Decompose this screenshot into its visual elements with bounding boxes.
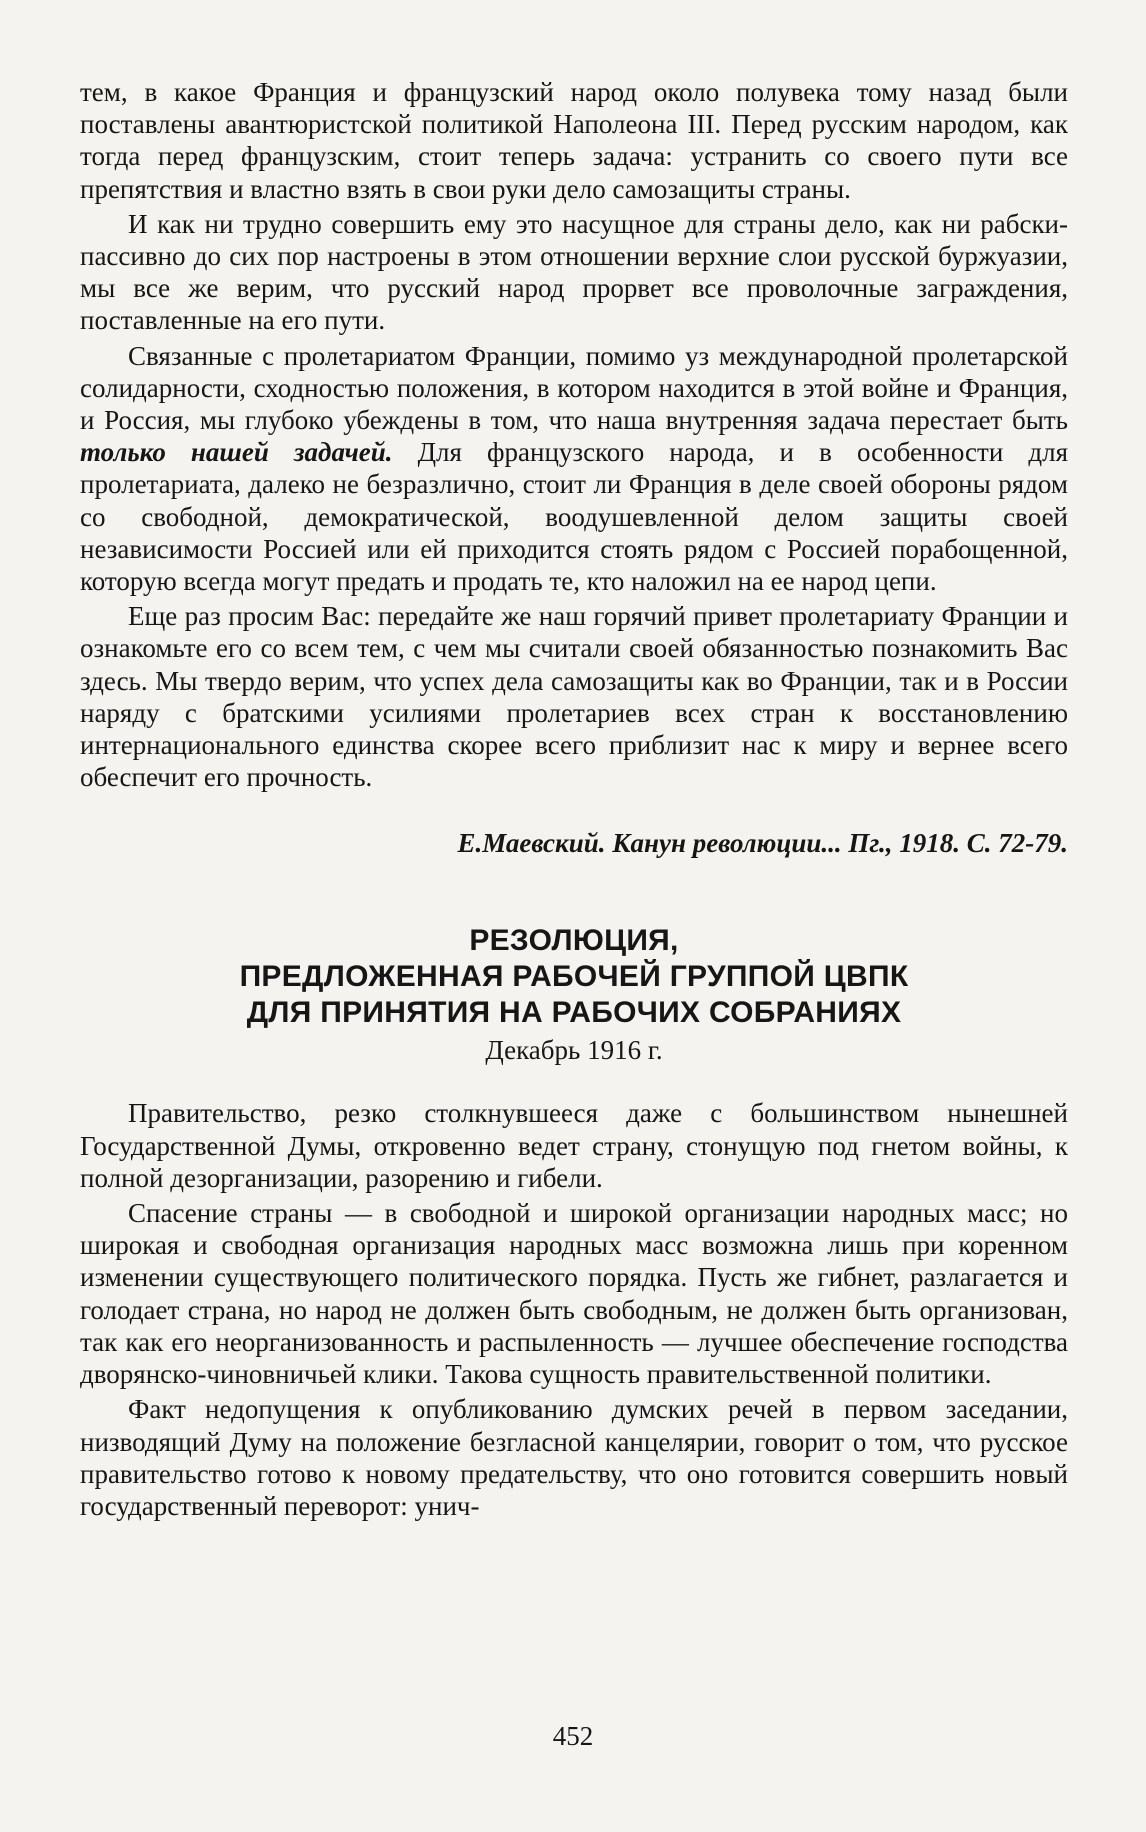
section-title-line-2: ПРЕДЛОЖЕННАЯ РАБОЧЕЙ ГРУППОЙ ЦВПК — [239, 960, 909, 994]
section-title-line-1: РЕЗОЛЮЦИЯ, — [469, 924, 679, 958]
resolution-paragraph-2: Спасение страны — в свободной и широкой организации народных масс; но широкая и свободная организация народных масс возможна лишь при коренном изменении существующего политического порядка. Пусть же гибнет, разлагается и голодает страна, но народ не должен быть свободным, не должен быть организован, так как его неорганизованность и распыленность — лучшее обеспечение господства дворянско-чиновничьей клики. Такова сущность правительственной политики. — [80, 1198, 1068, 1390]
resolution-paragraph-3: Факт недопущения к опубликованию думских речей в первом заседании, низводящий Думу на положение безгласной канцелярии, говорит о том, что русское правительство готово к новому предательству, что оно готовится совершить новый государственный переворот: унич- — [80, 1394, 1068, 1521]
page-number: 452 — [552, 1721, 594, 1751]
section-date: Декабрь 1916 г. — [485, 1035, 663, 1066]
paragraph-solidarity — [80, 340, 1068, 598]
emphasized-phrase: только нашей задачей. — [80, 437, 393, 468]
section-title — [80, 923, 1068, 1031]
paragraph-intro-2: И как ни трудно совершить ему это насущное для страны дело, как ни рабски-пассивно до сих пор настроены в этом отношении верхние слои русской буржуазии, мы все же верим, что русский народ прорвет все проволочные заграждения, поставленные на его пути. — [80, 208, 1068, 336]
paragraph-solidarity-end: Для французского народа, и в особенности для пролетариата, далеко не безразлично, стоит ли Франция в деле своей обороны рядом со свободной, демократической, воодушевленной делом защиты своей независимости Россией или ей приходится стоять рядом с Россией порабощенной, которую всегда могут предать и продать те, кто наложил на ее народ цепи. — [80, 437, 1068, 597]
source-citation: Е.Маевский. Канун революции... Пг., 1918. С. 72-79. — [457, 828, 1068, 859]
paragraph-greeting: Еще раз просим Вас: передайте же наш горячий привет пролетариату Франции и ознакомьте его со всем тем, с чем мы считали своей обязанностью познакомить Вас здесь. Мы твердо верим, что успех дела самозащиты как во Франции, так и в России наряду с братскими усилиями пролетариев всех стран к восстановлению интернационального единства скорее всего приблизит нас к миру и вернее всего обеспечит его прочность. — [80, 601, 1068, 793]
paragraph-solidarity-start: Связанные с пролетариатом Франции, помимо уз международной пролетарской солидарности, сходностью положения, в котором находится в этой войне и Франция, и Россия, мы глубоко убеждены в том, что наша внутренняя задача перестает быть — [80, 340, 1068, 436]
resolution-paragraph-1: Правительство, резко столкнувшееся даже с большинством нынешней Государственной Думы, откровенно ведет страну, стонущую под гнетом войны, к полной дезорганизации, разорению и гибели. — [80, 1098, 1068, 1193]
page-content — [80, 76, 1068, 1522]
resolution-body — [80, 1097, 1068, 1522]
section-title-line-3: ДЛЯ ПРИНЯТИЯ НА РАБОЧИХ СОБРАНИЯХ — [246, 996, 902, 1030]
paragraph-intro-1: тем, в какое Франция и французский народ около полувека тому назад были поставлены авантюристской политикой Наполеона III. Перед русским народом, как тогда перед французским, стоит теперь задача: устранить со своего пути все препятствия и властно взять в свои руки дело самозащиты страны. — [80, 77, 1068, 204]
